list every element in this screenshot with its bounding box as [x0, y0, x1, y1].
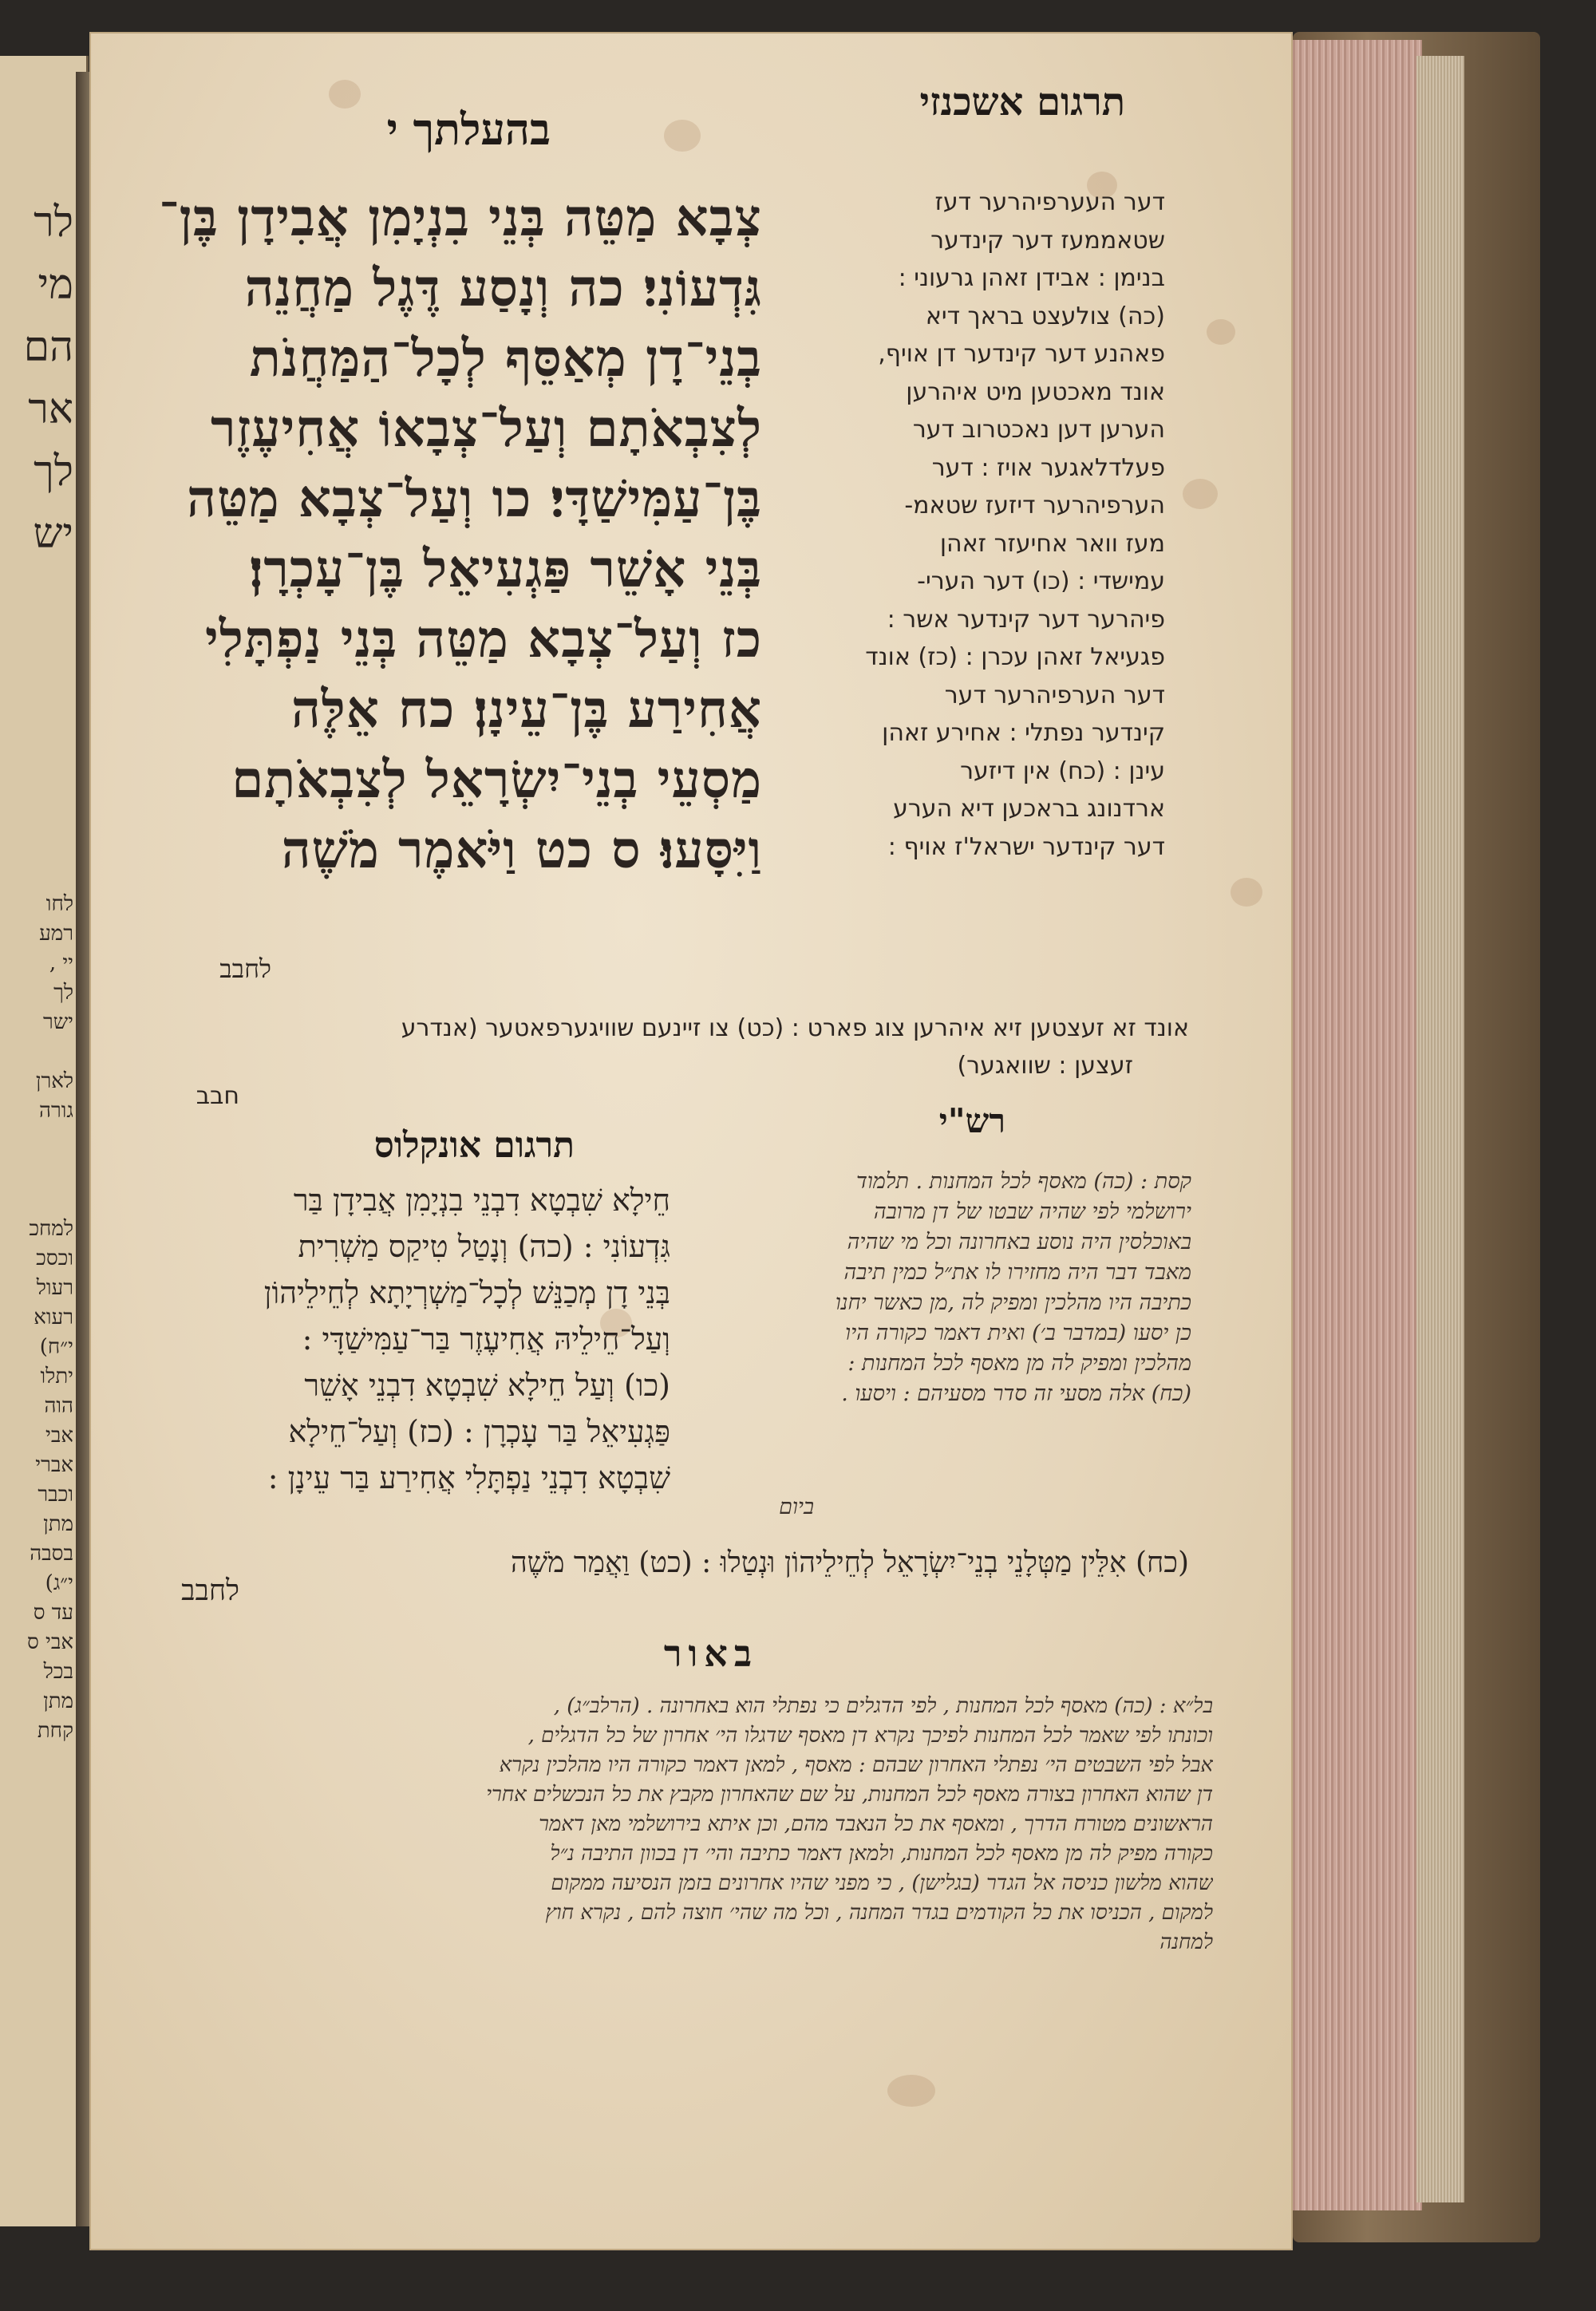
- left-page-line: עד ס: [33, 1601, 73, 1625]
- left-page-line: קחת: [37, 1719, 73, 1743]
- yiddish-wide-line-1: אונד זא זעצטען זיא איהרען צוג פארט : (כט) צו זיינעם שוויגערפאטער (אנדרע: [401, 1014, 1189, 1042]
- left-page-line: [0, 860, 73, 890]
- onkelos-catchword: לחבב: [181, 1574, 239, 1607]
- left-page-line: [0, 1156, 73, 1185]
- left-page-line: ישר: [43, 1010, 73, 1034]
- rashi-line: מהלכין ומפיק לה מן מאסף לכל המחנות :: [847, 1351, 1191, 1376]
- yiddish-line: דער הערפיהרער דער: [944, 681, 1165, 709]
- yiddish-line: הערפיהרער דיזעז שטאמ-: [904, 492, 1165, 519]
- torah-verse-line: בְּנֵי אָשֵׁר פַּגְעִיאֵל בֶּן־עָכְרָן׃: [249, 539, 762, 599]
- left-page-line: גורה: [39, 1099, 73, 1123]
- biur-line: דן שהוא האחרון בצורה מאסף לכל המחנות, על שם שהאחרון מקבץ את כל הנכשלים אחרי: [486, 1783, 1213, 1807]
- yiddish-line: עמישדי : (כו) דער הערי-: [917, 567, 1165, 595]
- left-page-line: [0, 742, 73, 772]
- rashi-line: קסת : (כה) מאסף לכל המחנות . תלמוד: [855, 1169, 1191, 1194]
- yiddish-wide-line-2: זעצען : שוואגער): [957, 1052, 1133, 1080]
- rashi-title: רש"י: [938, 1101, 1005, 1140]
- biur-line: וכונתו לפי שאמר לכל המחנות לפיכך נקרא דן מאסף שדגלו הי׳ אחרון של כל הדגלים ,: [527, 1724, 1213, 1748]
- torah-verse-line: אֲחִירַע בֶּן־עֵינָן׃ כח אֵלֶּה: [290, 680, 762, 740]
- left-page-line: [0, 624, 73, 654]
- onkelos-line: (כו) וְעַל חֵילָא שִׁבְטָא דִבְנֵי אָשֵׁר: [304, 1368, 670, 1403]
- onkelos-line: שִׁבְטָא דִבְנֵי נַפְתָּלִי אֲחִירַע בַּר עֵינָן :: [267, 1460, 670, 1495]
- left-page-line: אברי: [35, 1453, 73, 1477]
- onkelos-line: חֵילָא שִׁבְטָא דִבְנֵי בִנְיָמִן אֲבִידָן בַּר: [293, 1183, 670, 1218]
- left-page-line: רמע: [39, 922, 73, 946]
- rashi-commentary: [674, 1167, 1191, 1486]
- yiddish-line: אונד מאכטען מיט איהרען: [906, 377, 1165, 406]
- left-page-line: י״ח): [39, 1335, 73, 1359]
- onkelos-line: גִּדְעוֹנִי : (כה) וְנָטַל טִיקַס מַשְׁרִית: [298, 1229, 670, 1264]
- onkelos-title: תרגום אונקלוס: [373, 1125, 575, 1166]
- biur-line: הראשונים מטורח הדרך , ומאסף את כל הנאבד מהם, וכן איתא בירושלמי מאן דאמר: [539, 1812, 1213, 1836]
- left-page-line: וכבר: [38, 1483, 73, 1507]
- biur-line: שהוא מלשון כניסה אל הגדר (בגלישן) , כי מפני שהיו אחרונים בזמן הנסיעה ממקום: [551, 1871, 1213, 1895]
- left-page-line: [0, 565, 73, 595]
- torah-verse-line: וַיִּסָּעוּ׃ ס כט וַיֹּאמֶר מֹשֶׁה: [281, 820, 762, 880]
- biur-commentary: [132, 1692, 1213, 2011]
- biur-line: בל״א : (כה) מאסף לכל המחנות , לפי הדגלים כי נפתלי הוא באחרונה . (הרלב״ג) ,: [553, 1694, 1213, 1718]
- yiddish-line: עינן : (כח) אין דיזער: [960, 757, 1165, 785]
- torah-verse-line: כז וְעַל־צְבָא מַטֵּה בְּנֵי נַפְתָּלִי: [205, 610, 762, 670]
- onkelos-line: בְּנֵי דָן מְכַנֵּשׁ לְכָל־מַשְׁרְיָתָא לְחֵילֵיהוֹן: [263, 1275, 670, 1310]
- torah-verse-line: מַסְעֵי בְנֵי־יִשְׂרָאֵל לְצִבְאֹתָם: [231, 750, 762, 810]
- yiddish-catchword: חבב: [196, 1082, 239, 1110]
- yiddish-line: הערען דען נאכטרוב דער: [912, 416, 1165, 444]
- left-page-line: הם: [23, 323, 73, 371]
- yiddish-line: דער קינדער ישראל'ז אויף :: [887, 832, 1165, 861]
- left-page-line: הוה: [44, 1394, 73, 1418]
- yiddish-line: בנימן : אבידן זאהן גרעוני :: [898, 264, 1165, 292]
- onkelos-line: פַּגְעִיאֵל בַּר עָכְרָן : (כז) וְעַל־חֵילָא: [288, 1414, 670, 1449]
- yiddish-line: שטאממעז דער קינדער: [930, 226, 1165, 255]
- onkelos-targum: [112, 1177, 670, 1512]
- yiddish-line: קינדער נפתלי : אחירע זאהן: [882, 719, 1165, 747]
- left-page-line: [0, 1126, 73, 1156]
- left-page-line: לר: [34, 199, 73, 247]
- left-page-line: וכסכ: [36, 1246, 73, 1270]
- rashi-catchword: ביום: [779, 1495, 814, 1519]
- left-page-line: [0, 801, 73, 831]
- page-edges: [1285, 40, 1422, 2210]
- left-page-line: [0, 595, 73, 624]
- biur-line: למקום , הכניסו את כל הקודמים בגדר המחנה , וכל מה שהי׳ חוצה להם , נקרא חוץ: [545, 1901, 1213, 1925]
- rashi-line: כן יסעו (במדבר ב׳) ואית דאמר כקורה היו: [845, 1321, 1191, 1345]
- left-page-line: אבי: [45, 1424, 73, 1448]
- left-page-line: לך: [53, 981, 73, 1005]
- left-page-line: יתלו: [40, 1365, 73, 1389]
- page-header-right: תרגום אשכנזי: [919, 80, 1125, 124]
- biur-line: אבל לפי השבטים הי׳ נפתלי האחרון שבהם : מאסף , למאן דאמר כקורה היו מהלכין נקרא: [499, 1753, 1213, 1777]
- left-page-line: בסבה: [30, 1542, 73, 1566]
- left-page-line: רעוא: [34, 1306, 73, 1329]
- left-page-line: מתן: [43, 1512, 73, 1536]
- left-page-line: מתן: [43, 1689, 73, 1713]
- left-page-line: [0, 713, 73, 742]
- torah-verse-line: גִּדְעוֹנִי׃ כה וְנָסַע דֶּגֶל מַחֲנֵה: [244, 259, 762, 318]
- biur-title: באור: [663, 1632, 758, 1675]
- page-header-left: בהעלתך י: [386, 104, 551, 155]
- left-page-line: [0, 683, 73, 713]
- torah-verse-line: צְבָא מַטֵּה בְּנֵי בִנְיָמִן אֲבִידָן בֶּן־: [159, 188, 762, 248]
- onkelos-wide-line: (כח) אִלֵּין מַטְּלָנֵי בְנֵי־יִשְׂרָאֵל לְחֵילֵיהוֹן וּנְטַלוּ : (כט) וַאֲמַר מֹשֶׁה: [510, 1547, 1189, 1579]
- biur-line: למחנה: [1159, 1930, 1213, 1954]
- left-page-line: לך: [34, 448, 73, 496]
- page-edges-outer: [1416, 56, 1464, 2202]
- rashi-line: (כח) אלה מסעי זה סדר מסעיהם : ויסעו .: [841, 1381, 1191, 1406]
- rashi-line: באוכלסין היה נוסע באחרונה וכל מי שהיה: [847, 1230, 1191, 1254]
- torah-catchword: לחבב: [219, 954, 271, 984]
- torah-verse-line: בֶּן־עַמִּישַׁדָּי׃ כו וְעַל־צְבָא מַטֵּה: [187, 469, 762, 529]
- left-page-line: [0, 772, 73, 801]
- left-page-line: אר: [28, 385, 73, 433]
- left-page-line: מי: [38, 261, 73, 309]
- torah-verse-line: בְנֵי־דָן מְאַסֵּף לְכָל־הַמַּחֲנֹת: [249, 329, 762, 389]
- rashi-line: כתיבה היו מהלכין ומפיק לה ,מן כאשר יחנו: [835, 1290, 1191, 1315]
- left-page-line: בכל: [43, 1660, 73, 1684]
- left-page-line: לחו: [45, 892, 73, 916]
- yiddish-line: מעז וואר אחיעזר זאהן: [939, 529, 1165, 558]
- left-page-text: [0, 192, 73, 2187]
- yiddish-line: פיהרער דער קינדער אשר :: [887, 605, 1165, 634]
- left-page-line: יי ,: [49, 951, 73, 975]
- left-page-line: יש: [33, 510, 73, 558]
- torah-text-block: [108, 184, 762, 918]
- left-page-line: [0, 1185, 73, 1215]
- left-page-line: למחכ: [29, 1217, 73, 1241]
- left-page-line: אבי ס: [26, 1630, 73, 1654]
- left-page-line: רעול: [36, 1276, 73, 1300]
- torah-verse-line: לְצִבְאֹתָם וְעַל־צְבָאוֹ אֲחִיעֶזֶר: [210, 399, 762, 459]
- yiddish-line: דער העערפיהרער דעז: [934, 188, 1165, 216]
- yiddish-line: (כה) צולעצט בראך דיא: [925, 302, 1165, 330]
- biur-line: כקורה מפיק לה מן מאסף לכל המחנות, ולמאן דאמר כתיבה והי׳ דן בכוון התיבה נ״ל: [550, 1842, 1213, 1866]
- rashi-line: מאבד דבר היה מחזירו לו את״ל כמין תיבה: [843, 1260, 1191, 1285]
- left-page-line: י״ג): [45, 1571, 73, 1595]
- left-page-line: [0, 831, 73, 860]
- left-page-line: [0, 654, 73, 683]
- yiddish-line: ארדנונג בראכען דיא הערע: [893, 795, 1165, 823]
- yiddish-translation-column: [790, 184, 1165, 878]
- rashi-line: ירושלמי לפי שהיה שבטו של דן מרובה: [873, 1199, 1191, 1224]
- yiddish-line: פגעיאל זאהן עכרן : (כז) אונד: [865, 643, 1165, 671]
- yiddish-line: פעלדלאגער אויז : דער: [931, 453, 1165, 482]
- onkelos-line: וְעַל־חֵילֵיהּ אֲחִיעֶזֶר בַּר־עַמִּישַׁדָּי :: [302, 1321, 670, 1357]
- yiddish-line: פאהנע דער קינדער דן אויף,: [878, 340, 1165, 368]
- left-page-line: לארן: [35, 1069, 73, 1093]
- left-page-line: [0, 1037, 73, 1067]
